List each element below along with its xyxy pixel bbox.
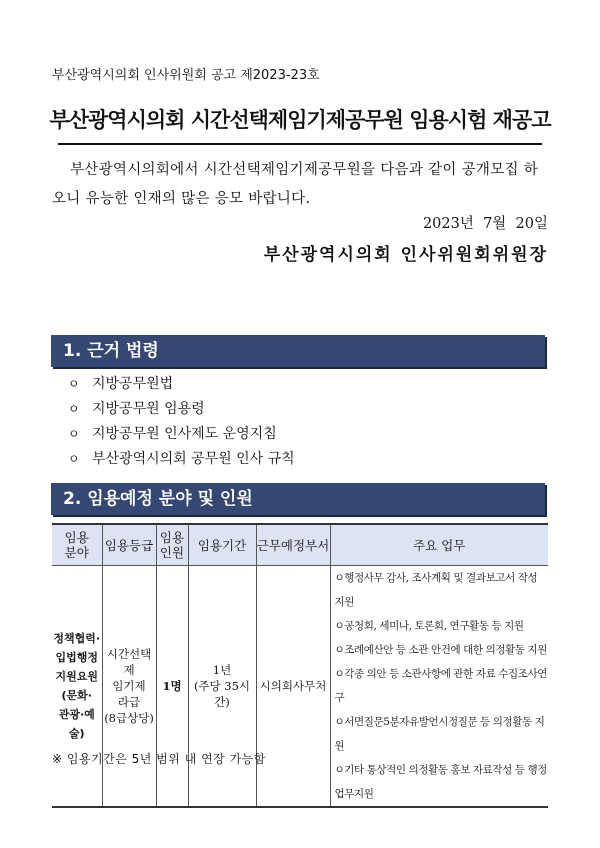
- duty-item: ㅇ서면질문5분자유발언시정질문 등 의정활동 지원: [334, 716, 545, 752]
- cell-period: 1년 (주당 35시간): [188, 566, 256, 808]
- list-item: [68, 447, 295, 472]
- bullet-icon: ㅇ: [68, 427, 80, 441]
- duty-item: ㅇ행정사무 감사, 조사계획 및 결과보고서 작성 지원: [334, 572, 538, 608]
- list-item-text: 지방공무원법: [92, 376, 174, 392]
- intro-paragraph: 부산광역시의회에서 시간선택제임기제공무원을 다음과 같이 공개모집 하오니 유능한 인재의 많은 응모 바랍니다.: [52, 162, 539, 207]
- signer: 부산광역시의회 인사위원회위원장: [263, 245, 548, 265]
- cell-grade: 시간선택제 임기제 라급 (8급상당): [102, 566, 156, 808]
- list-item-text: 부산광역시의회 공무원 인사 규칙: [92, 451, 295, 467]
- table-header-row: [52, 524, 548, 566]
- document-title: 부산광역시의회 시간선택제임기제공무원 임용시험 재공고: [49, 108, 551, 132]
- header-grade: 임용등급: [102, 524, 156, 566]
- legal-basis-list: [68, 372, 295, 472]
- list-item: [68, 397, 295, 422]
- table-row: [52, 566, 548, 808]
- footnote: ※ 임용기간은 5년 범위 내 연장 가능함: [52, 752, 266, 766]
- duty-item: ㅇ공청회, 세미나, 토론회, 연구활동 등 지원: [334, 620, 524, 632]
- header-field: 임용 분야: [52, 524, 102, 566]
- header-period: 임용기간: [188, 524, 256, 566]
- duty-item: ㅇ기타 통상적인 의정활동 홍보 자료작성 등 행정업무지원: [334, 764, 547, 800]
- list-item-text: 지방공무원 인사제도 운영지침: [92, 426, 277, 442]
- cell-duties: [330, 566, 548, 808]
- title-divider: [58, 143, 542, 145]
- cell-count: 1명: [156, 566, 188, 808]
- header-count: 임용 인원: [156, 524, 188, 566]
- list-item-text: 지방공무원 임용령: [92, 401, 205, 417]
- bullet-icon: ㅇ: [68, 452, 80, 466]
- section-heading-legal-basis: 1. 근거 법령: [51, 335, 545, 367]
- bullet-icon: ㅇ: [68, 402, 80, 416]
- cell-field: 정책협력· 입법행정 지원요원 (문화· 관광·예술): [52, 566, 102, 808]
- header-department: 근무예정부서: [256, 524, 330, 566]
- notice-date: 2023년 7월 20일: [422, 216, 548, 232]
- section-heading-positions: 2. 임용예정 분야 및 인원: [51, 483, 545, 515]
- list-item: [68, 422, 295, 447]
- cell-department: 시의회사무처: [256, 566, 330, 808]
- notice-number: 부산광역시의회 인사위원회 공고 제2023-23호: [52, 68, 320, 83]
- list-item: [68, 372, 295, 397]
- duty-item: ㅇ각종 의안 등 소관사항에 관한 자료 수집조사연구: [334, 668, 547, 704]
- duty-item: ㅇ조례예산안 등 소관 안건에 대한 의정활동 지원: [334, 644, 547, 656]
- header-duties: 주요 업무: [330, 524, 548, 566]
- bullet-icon: ㅇ: [68, 377, 80, 391]
